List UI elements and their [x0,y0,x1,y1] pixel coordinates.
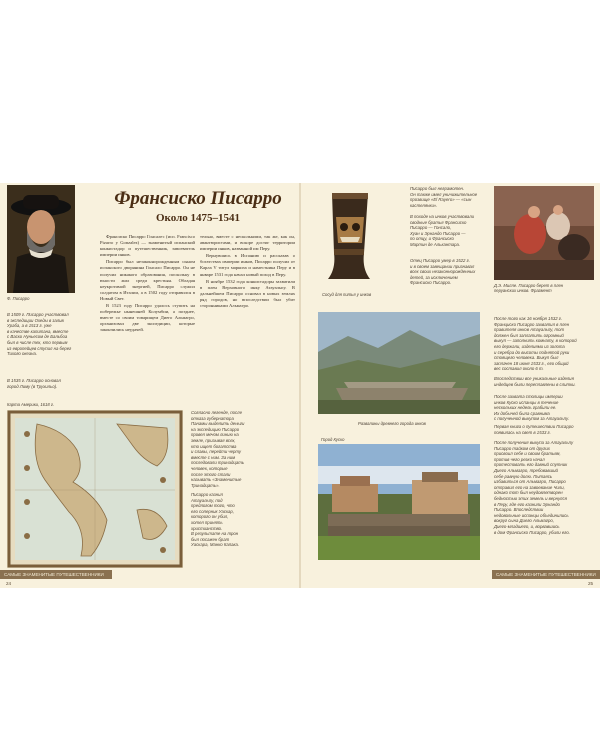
pizarro-portrait [7,185,75,293]
right-side-text-3: После захвата столицы империи инков Куско испанцы в течение нескольких недель грабили ее. Их добычей была сравнима с полученной выкупом за Атауальпу. [494,394,570,422]
right-side-text-5: После получения выкупа за Атауальпу Писарро тайком от других присвоил себе и своим братьям, против чего резко начал протестовать его давний спутник Диего Альмагро, требовавший себе равную долю. Пытаясь избавиться от Альмагро, Писарро отправил его на завоевание Чили, однако тот был неудовлетворен бедностью этих земель и вернулся в Перу, где его казнили Эрнандо Писарро. Впоследствии недовольные испанцы объединились вокруг сына Диего Альмагро, Диего-младшего, и, ворвавшись в дом Франсиско Писарро, убили его. [494,440,574,535]
inca-drinking-vessel [318,187,380,285]
left-side-note-1: В 1509 г. Писарро участвовал в экспедиции Охеды в залив Ураба, а в 1513 г. уже в качестве капитана, вместе с Васко Нуньесом де Бальбоа был в числе тех, кто первым из европейцев ступил на берег Тихого океана. [7,312,72,357]
left-footer: САМЫЕ ЗНАМЕНИТЫЕ ПУТЕШЕСТВЕННИКИ [0,570,112,579]
body-paragraph: Вернувшись в Испанию и рассказав о богатствах империи инков, Писарро получил от Карла V титул маркиза и наместника Перу и в январе 1531 года начал новый поход в Перу. [200,253,295,277]
cusco-photo [318,444,480,560]
body-paragraph: Писарро был незаконнорожденным сыном испанского дворянина Гонсало Писарро. Он не получил никакого образования, поскольку в юности жил среди крестьян. Обладая неукротимой энергией, Писарро служил солдатом в Италии, а в 1502 году отправился в Новый Свет. [100,259,195,301]
body-column-right [200,234,295,309]
page-subtitle: Около 1475–1541 [155,212,241,224]
cusco-caption: Город Куско [321,437,345,442]
america-map [7,410,183,568]
body-paragraph: В 1523 году Писарро удалось ступить на побережье нынешней Колумбии, а позднее, вместе со своим товарищем Диего Альмагро, организовал две экспедиции, которые закончились неудачей. [100,303,195,333]
body-paragraph: тельно, вместе с несколькими, так же, как он, авантюристами, и вскоре достиг территории империи инков, названной им Перу. [200,234,295,252]
right-side-text-2: Впоследствии все уникальные изделия индейцев были переплавлены в слитки. [494,376,576,387]
right-footer: САМЫЕ ЗНАМЕНИТЫЕ ПУТЕШЕСТВЕННИКИ [492,570,600,579]
page-title: Франсиско Писарро [114,188,282,209]
right-top-note: Писарро был неграмотен. Он также имел уничижительное прозвище «El Rayero» — «сын кастелянки». [410,186,478,208]
map-note-2: Писарро казнил Атауальпу, под предлогом того, что его соперник Уаскар, которого он убил, хотел принять христианство. В результате на трон был посажен брат Уаскара, Манко Капака. [191,492,240,548]
left-page-number: 24 [6,581,12,586]
book-gutter [299,183,301,588]
right-death-note: Отец Писарро умер в 1522 г. и в своем завещании признавал всех своих незаконнорожденных детей, за исключением Франсиско Писарро. [410,258,476,286]
portrait-caption: Ф. Писарро [7,296,30,301]
painting-caption: Д.Э. Милле. Писарро берет в плен перуанских инков. Фрагмент [494,283,564,294]
right-side-text-1: После того как 16 ноября 1532 г. Франциско Писарро захватил в плен правителя инков Атауальпу, тот должен был заплатить огромный выкуп — заполнить комнату, в которой его держали, изделиями из золота и серебра до высоты поднятой руки стоящего человека. Выкуп был заплачен 18 июня 1533 г., его общий вес составил около 6 т. [494,316,577,372]
body-paragraph: Франсиско Писарро Гонсалес (исп. Francisco Pizarro y Gonzalez) — знаменитый испанский конкистадор и путешественник, завоеватель империи инков. [100,234,195,258]
right-mid-note: В походе на инков участвовали сводные братья Франсиско Писарро — Гонсало, Хуан и Эрнандо Писарро — по отцу, и Франсиско Мартин де Алькантара. [410,214,475,247]
left-side-note-2: В 1535 г. Писарро основал город Лиму (в Трухильо). [7,378,61,389]
body-column-left [100,234,195,334]
vessel-caption: Сосуд для питья у инков [322,292,372,297]
body-paragraph: В ноябре 1532 года конкистадоры захватили в плен Верховного инку Атауальпу. В дальнейшем Писарро основал в новых землях ряд городов, но впоследствии был убит сторонниками Альмагро. [200,278,295,309]
ruins-caption: Развалины древнего города инков [358,421,426,426]
map-caption: Карта Америки, 1618 г. [7,402,55,407]
inca-ruins-photo [318,312,480,414]
map-note-1: Согласно легенде, после отказа губернатора Панамы выделить деньги на экспедицию Писарро провел мечом линию на земле, призывая всех, кто ищет богатства и славы, перейти черту вместе с ним. За ним последовали тринадцать человек, которые после этого стали называть «Знаменитые Тринадцать». [191,410,245,488]
right-page-number: 25 [588,581,594,586]
right-side-text-4: Первая книга о путешествии Писарро появилась на свет в 1533 г. [494,424,574,435]
millais-painting [494,186,594,280]
